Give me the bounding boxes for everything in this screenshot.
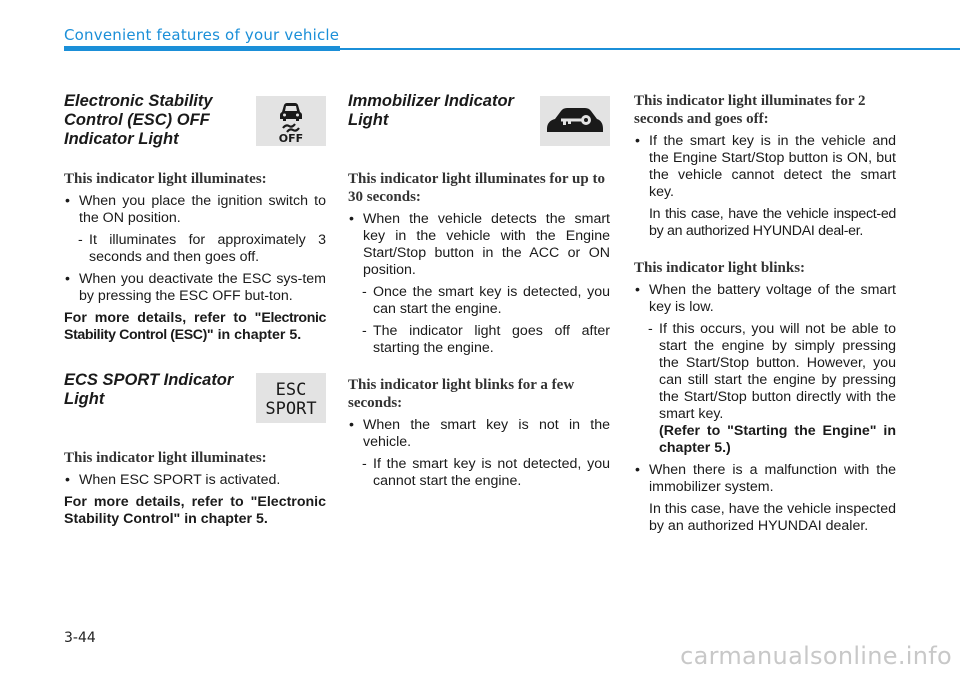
col3-bullet-1: • If the smart key is in the vehicle and the Engine Start/Stop button is ON, but the vehicle cannot detect the smart key.: [634, 133, 896, 201]
col3-paragraph-1: In this case, have the vehicle inspect-ed by an authorized HYUNDAI deal-er.: [649, 206, 896, 239]
esc-off-reference: For more details, refer to "Electronic Stability Control (ESC)" in chapter 5.: [64, 310, 326, 343]
esc-off-icon-label: OFF: [278, 132, 304, 143]
esc-off-section-header: [64, 92, 326, 146]
immobilizer-title: Immobilizer Indicator Light: [348, 92, 514, 129]
page-number: 3-44: [64, 630, 96, 646]
col3-bullet-2: • When the battery voltage of the smart key is low.: [634, 282, 896, 316]
esc-off-head-illuminates: This indicator light illuminates:: [64, 171, 267, 187]
immobilizer-bullet-1: • When the vehicle detects the smart key in the vehicle with the Engine Start/Stop button in the ACC or ON position.: [348, 211, 610, 279]
col3-head-illuminates: This indicator light illuminates for 2 seconds and goes off:: [634, 93, 866, 127]
col3-dash-1: - If this occurs, you will not be able to start the engine by simply pressing the Start/Stop button. However, you can still start the engine by pressing the Start/Stop button directly with the smart key. (Refer to "Starting the Engine" in chapter 5.): [648, 321, 897, 456]
col3-dash-1-reference: (Refer to "Starting the Engine" in chapter 5.): [659, 423, 897, 456]
immobilizer-dash-2: - The indicator light goes off after starting the engine.: [362, 323, 610, 356]
esc-off-dash-1: - It illuminates for approximately 3 seconds and then goes off.: [78, 232, 326, 265]
esc-off-bullet-2: • When you deactivate the ESC sys-tem by pressing the ESC OFF but-ton.: [64, 271, 326, 305]
esc-sport-reference: For more details, refer to "Electronic Stability Control" in chapter 5.: [64, 494, 326, 527]
immobilizer-head-blinks: This indicator light blinks for a few seconds:: [348, 377, 575, 411]
col3-bullet-3: • When there is a malfunction with the immobilizer system.: [634, 462, 896, 496]
col3-paragraph-2: In this case, have the vehicle inspected by an authorized HYUNDAI dealer.: [649, 501, 896, 534]
esc-sport-icon-line1: ESC: [275, 380, 307, 400]
column-2: [348, 92, 610, 495]
immobilizer-dash-3: - If the smart key is not detected, you cannot start the engine.: [362, 456, 610, 489]
chapter-header: Convenient features of your vehicle: [64, 26, 340, 44]
col3-head-blinks: This indicator light blinks:: [634, 260, 806, 276]
esc-sport-head-illuminates: This indicator light illuminates:: [64, 450, 267, 466]
header-rule: [64, 46, 960, 52]
column-1: [64, 92, 326, 533]
immobilizer-indicator-icon: [540, 96, 610, 146]
watermark: carmanualsonline.info: [680, 642, 952, 670]
esc-sport-section-header: [64, 371, 326, 425]
immobilizer-section-header: [348, 92, 610, 146]
immobilizer-head-illuminates: This indicator light illuminates for up to 30 seconds:: [348, 171, 605, 205]
column-3: [634, 92, 896, 540]
immobilizer-dash-1: - Once the smart key is detected, you can start the engine.: [362, 284, 610, 317]
esc-off-indicator-icon: [256, 96, 326, 146]
esc-off-bullet-1: • When you place the ignition switch to the ON position.: [64, 193, 326, 227]
esc-sport-bullet-1: • When ESC SPORT is activated.: [64, 472, 326, 489]
esc-off-title: Electronic Stability Control (ESC) OFF Indicator Light: [64, 92, 213, 148]
esc-sport-icon-line2: SPORT: [265, 399, 317, 419]
immobilizer-bullet-2: • When the smart key is not in the vehicle.: [348, 417, 610, 451]
esc-sport-indicator-icon: [256, 373, 326, 423]
esc-sport-title: ECS SPORT Indicator Light: [64, 371, 234, 408]
